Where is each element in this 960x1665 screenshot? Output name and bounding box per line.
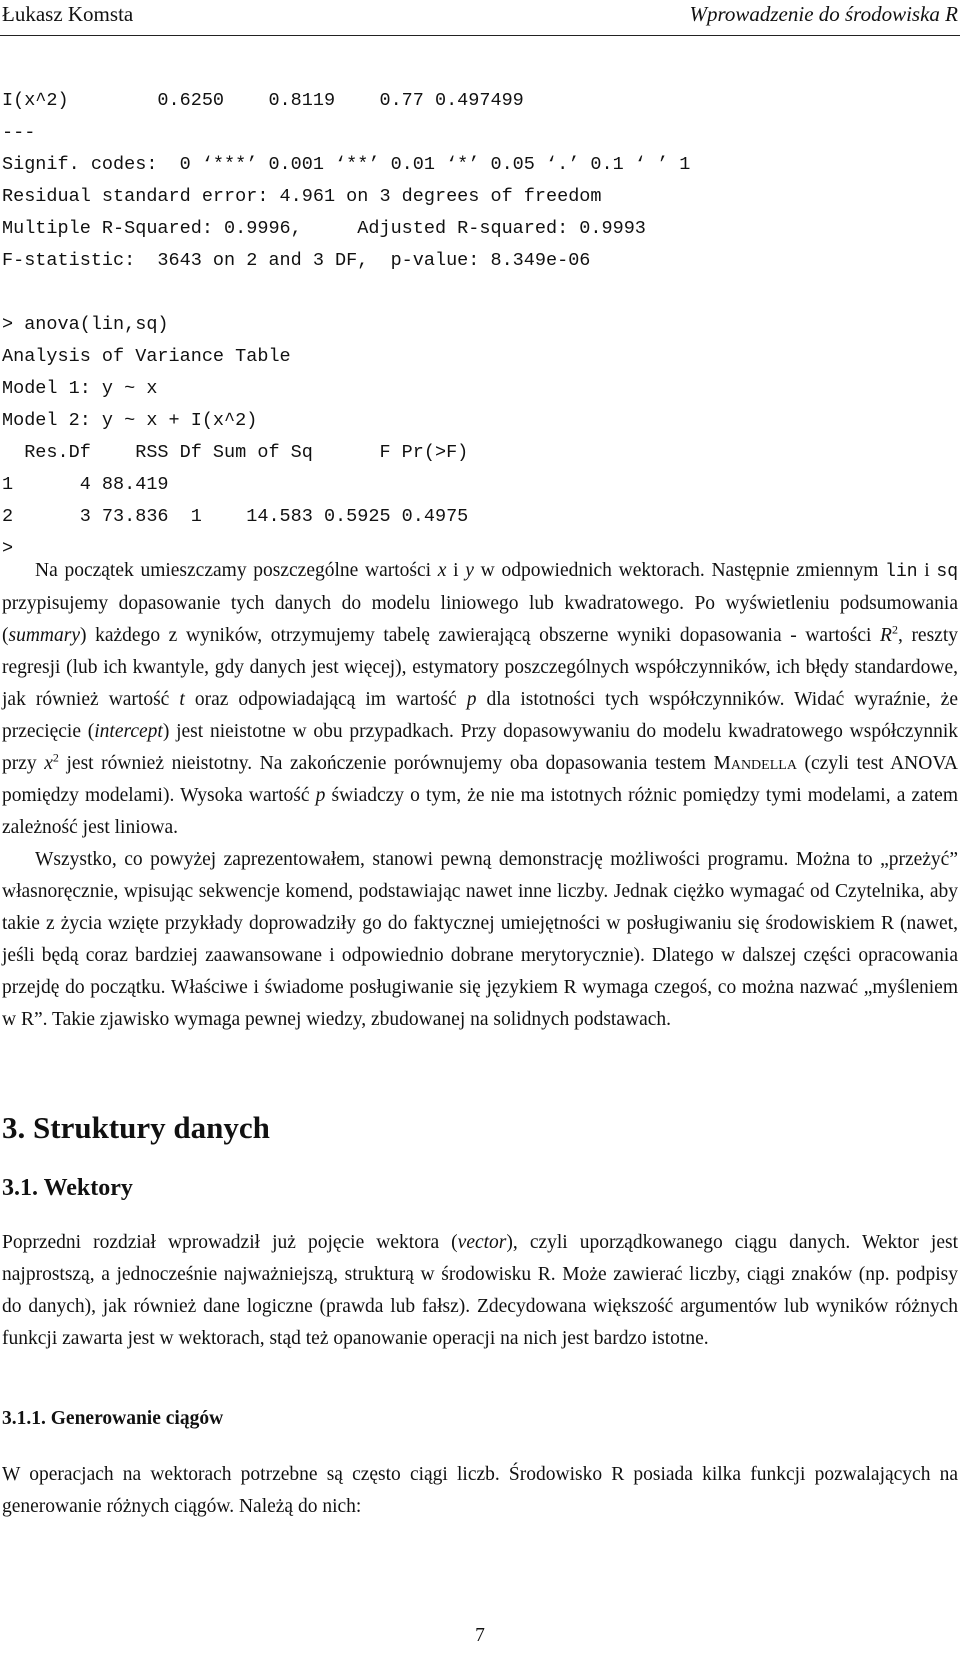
paragraph-sequences: W operacjach na wektorach potrzebne są często ciągi liczb. Środowisko R posiada kilka funkcji pozwalających na generowanie różnych ciągów. Należą do nich: xyxy=(2,1464,958,1517)
header-title: Wprowadzenie do środowiska R xyxy=(689,2,958,26)
name-mandella: Mandella xyxy=(713,753,797,774)
code-line: > xyxy=(2,538,14,559)
code-line xyxy=(2,277,690,309)
page-number: 7 xyxy=(475,1625,485,1646)
code-line: > anova(lin,sq) xyxy=(2,314,169,335)
code-line: Multiple R-Squared: 0.9996, Adjusted R-squared: 0.9993 xyxy=(2,218,646,239)
running-header xyxy=(0,0,960,28)
subsection-heading: 3.1. Wektory xyxy=(2,1175,133,1201)
code-line: 1 4 88.419 xyxy=(2,474,169,495)
header-author: Łukasz Komsta xyxy=(2,2,134,26)
code-line: --- xyxy=(2,122,36,143)
code-line: Signif. codes: 0 ‘***’ 0.001 ‘**’ 0.01 ‘*’ 0.05 ‘.’ 0.1 ‘ ’ 1 xyxy=(2,154,691,175)
code-term-lin: lin xyxy=(885,562,918,582)
code-line: Analysis of Variance Table xyxy=(2,346,291,367)
body-text-block-2 xyxy=(2,1227,958,1355)
code-line: Model 2: y ~ x + I(x^2) xyxy=(2,410,258,431)
paragraph-model-comparison: Na początek umieszczamy poszczególne wartości x i y w odpowiednich wektorach. Następnie zmiennym lin i sq przypisujemy dopasowanie tych danych do modelu liniowego lub kwadratowego. Po wyświetleniu podsumowania (summary) każdego z wyników, otrzymujemy tabelę zawierającą obszerne wyniki dopasowania - wartości $R^2$, reszty regresji (lub ich kwantyle, gdy danych jest więcej), estymatory poszczególnych współczynników, ich błędy standardowe, jak również wartość t oraz odpowiadającą im wartość p dla istotności tych współczynników. Widać wyraźnie, że przecięcie (intercept) jest nieistotne w obu przypadkach. Przy dopasowywaniu do modelu kwadratowego współczynnik przy $x^2$ jest również nieistotny. Na zakończenie porównujemy oba dopasowania testem Mandella (czyli test ANOVA pomiędzy modelami). Wysoka wartość p świadczy o tym, że nie ma istotnych różnic pomiędzy tymi modelami, a zatem zależność jest liniowa. xyxy=(2,560,959,838)
paragraph-vectors: Poprzedni rozdział wprowadził już pojęcie wektora (vector), czyli uporządkowanego ciągu danych. Wektor jest najprostszą, a jednocześnie najważniejszą, strukturą w środowisku R. Może zawierać liczby, ciągi znaków (np. podpisy do danych), jak również dane logiczne (prawda lub fałsz). Zdecydowana większość argumentów lub wyników różnych funkcji zawarta jest w wektorach, stąd też opanowanie operacji na nich jest bardzo istotne. xyxy=(2,1232,958,1349)
code-line: Res.Df RSS Df Sum of Sq F Pr(>F) xyxy=(2,442,469,463)
paragraph-thinking-in-r: Wszystko, co powyżej zaprezentowałem, stanowi pewną demonstrację możliwości programu. Można to „przeżyć” własnoręcznie, wpisując sekwencje komend, podstawiając nawet inne liczby. Jednak ciężko wymagać od Czytelnika, aby takie z życia wzięte przykłady doprowadziły go do faktycznej umiejętności w posługiwaniu się środowiskiem R (nawet, jeśli będą coraz bardziej zaawansowane i odpowiednio dobrane merytorycznie). Dlatego w dalszej części opracowania przejdę do początku. Właściwe i świadome posługiwanie się językiem R wymaga czegoś, co można nazwać „myśleniem w R”. Takie zjawisko wymaga pewnej wiedzy, zbudowanej na solidnych podstawach. xyxy=(2,849,958,1030)
section-heading: 3. Struktury danych xyxy=(2,1110,270,1145)
code-line: Model 1: y ~ x xyxy=(2,378,158,399)
subsubsection-heading: 3.1.1. Generowanie ciągów xyxy=(2,1408,224,1429)
code-line: I(x^2) 0.6250 0.8119 0.77 0.497499 xyxy=(2,90,524,111)
code-line: Residual standard error: 4.961 on 3 degrees of freedom xyxy=(2,186,602,207)
header-rule xyxy=(0,35,960,36)
body-text-block-3 xyxy=(2,1459,958,1523)
code-term-sq: sq xyxy=(936,562,959,582)
code-output-block xyxy=(2,85,690,565)
body-text-block-1 xyxy=(2,555,958,1036)
code-line: 2 3 73.836 1 14.583 0.5925 0.4975 xyxy=(2,506,469,527)
code-line: F-statistic: 3643 on 2 and 3 DF, p-value: 8.349e-06 xyxy=(2,250,591,271)
